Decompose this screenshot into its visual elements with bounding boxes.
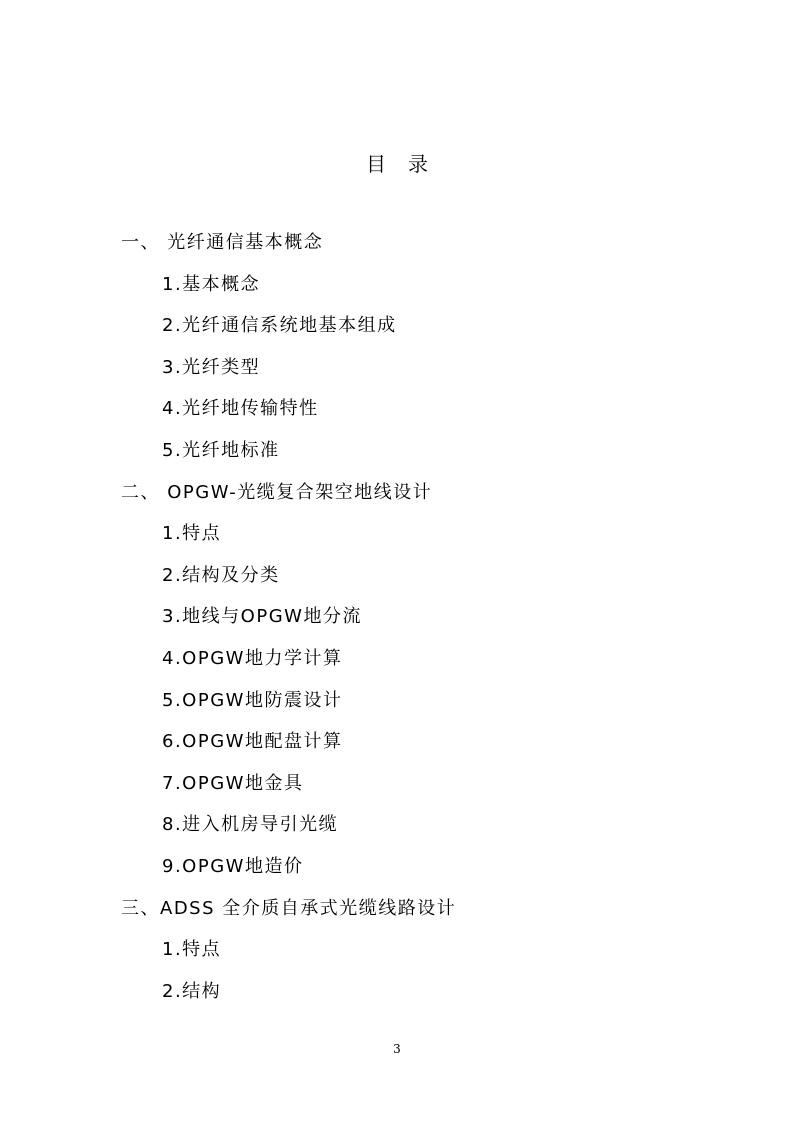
page-number: 3 (393, 1042, 401, 1056)
toc-entry: 7.OPGW地金具 (162, 773, 304, 794)
toc-entry: 9.OPGW地造价 (162, 856, 304, 877)
title-char-2: 录 (408, 152, 428, 176)
toc-section-3: 三、ADSS 全介质自承式光缆线路设计 (121, 898, 457, 919)
toc-entry: 3.光纤类型 (162, 357, 261, 378)
toc-entry: 4.光纤地传输特性 (162, 398, 319, 419)
toc-entry: 5.光纤地标准 (162, 440, 280, 461)
title-char-1: 目 (366, 152, 386, 176)
toc-entry: 5.OPGW地防震设计 (162, 690, 343, 711)
toc-entry: 1.基本概念 (162, 274, 261, 295)
toc-section-2: 二、 OPGW-光缆复合架空地线设计 (121, 482, 433, 503)
toc-entry: 1.特点 (162, 523, 222, 544)
toc-entry: 6.OPGW地配盘计算 (162, 731, 343, 752)
toc-entry: 4.OPGW地力学计算 (162, 648, 343, 669)
toc-entry: 2.结构及分类 (162, 565, 280, 586)
toc-entry: 3.地线与OPGW地分流 (162, 606, 362, 627)
toc-entry: 1.特点 (162, 939, 222, 960)
toc-section-1: 一、 光纤通信基本概念 (121, 232, 324, 253)
toc-entry: 8.进入机房导引光缆 (162, 814, 339, 835)
toc-entry: 2.光纤通信系统地基本组成 (162, 315, 397, 336)
toc-entry: 2.结构 (162, 981, 222, 1002)
